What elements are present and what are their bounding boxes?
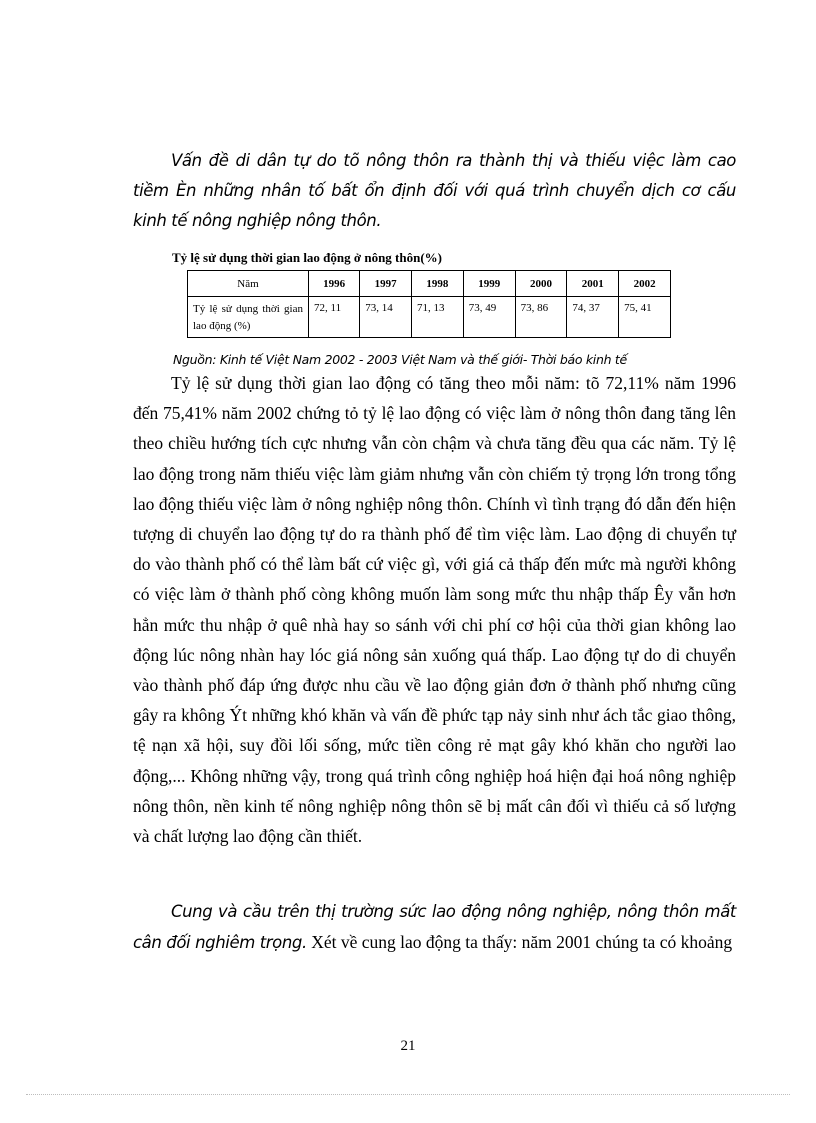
table-header-label: Năm — [188, 271, 309, 297]
year-cell: 2000 — [515, 271, 567, 297]
year-cell: 1997 — [360, 271, 412, 297]
year-cell: 1996 — [309, 271, 360, 297]
table-data-row — [188, 297, 671, 338]
value-cell: 72, 11 — [309, 297, 360, 338]
year-cell: 2002 — [619, 271, 671, 297]
value-cell: 73, 86 — [515, 297, 567, 338]
table-header-row — [188, 271, 671, 297]
source-note: Nguồn: Kinh tế Việt Nam 2002 - 2003 Việt Nam và thế giới- Thời báo kinh tế — [173, 352, 627, 367]
value-cell: 73, 49 — [463, 297, 515, 338]
value-cell: 71, 13 — [412, 297, 464, 338]
year-cell: 1999 — [463, 271, 515, 297]
closing-paragraph — [133, 896, 736, 958]
value-cell: 73, 14 — [360, 297, 412, 338]
closing-regular-text: Xét về cung lao động ta thấy: năm 2001 chúng ta có khoảng — [306, 932, 733, 953]
year-cell: 1998 — [412, 271, 464, 297]
value-cell: 75, 41 — [619, 297, 671, 338]
footer-rule — [26, 1094, 790, 1095]
table-title: Tỷ lệ sử dụng thời gian lao động ở nông thôn(%) — [172, 250, 442, 265]
closing-italic-text: Cung và cầu trên thị trường sức lao động nông nghiệp, nông thôn mất cân đối nghiêm trọng. — [133, 902, 736, 953]
value-cell: 74, 37 — [567, 297, 619, 338]
year-cell: 2001 — [567, 271, 619, 297]
labor-time-table — [187, 270, 671, 338]
main-paragraph: Tỷ lệ sử dụng thời gian lao động có tăng theo mỗi năm: tõ 72,11% năm 1996 đến 75,41% năm 2002 chứng tỏ tỷ lệ lao động có việc làm ở nông thôn đang tăng lên theo chiều hướng tích cực nhưng vẫn còn chậm và chưa tăng đều qua các năm. Tỷ lệ lao động trong năm thiếu việc làm giảm nhưng vẫn còn chiếm tỷ trọng lớn trong tổng lao động thiếu việc làm ở nông nghiệp nông thôn. Chính vì tình trạng đó dẫn đến hiện tượng di chuyển lao động tự do ra thành phố để tìm việc làm. Lao động di chuyển tự do vào thành phố có thể làm bất cứ việc gì, với giá cả thấp đến mức mà người không có việc làm ở thành phố còng không muốn làm song mức thu nhập thấp Êy vẫn hơn hẳn mức thu nhập ở quê nhà hay so sánh với chi phí cơ hội của thời gian không lao động lúc nông nhàn hay lóc giá nông sản xuống quá thấp. Lao động tự do di chuyển vào thành phố đáp ứng được nhu cầu về lao động giản đơn ở thành phố nhưng cũng gây ra không Ýt những khó khăn và vấn đề phức tạp nảy sinh như ách tắc giao thông, tệ nạn xã hội, suy đồi lối sống, mức tiền công rẻ mạt gây khó khăn cho người lao động,... Không những vậy, trong quá trình công nghiệp hoá hiện đại hoá nông nghiệp nông thôn, nền kinh tế nông nghiệp nông thôn sẽ bị mất cân đối vì thiếu cả số lượng và chất lượng lao động cần thiết. — [133, 373, 736, 847]
table-row-label: Tỷ lệ sử dụng thời gian lao động (%) — [188, 297, 309, 338]
page-number: 21 — [400, 1038, 416, 1054]
intro-paragraph: Vấn đề di dân tự do tõ nông thôn ra thành thị và thiếu việc làm cao tiềm Èn những nhân tố bất ổn định đối với quá trình chuyển dịch cơ cấu kinh tế nông nghiệp nông thôn. — [133, 151, 736, 230]
